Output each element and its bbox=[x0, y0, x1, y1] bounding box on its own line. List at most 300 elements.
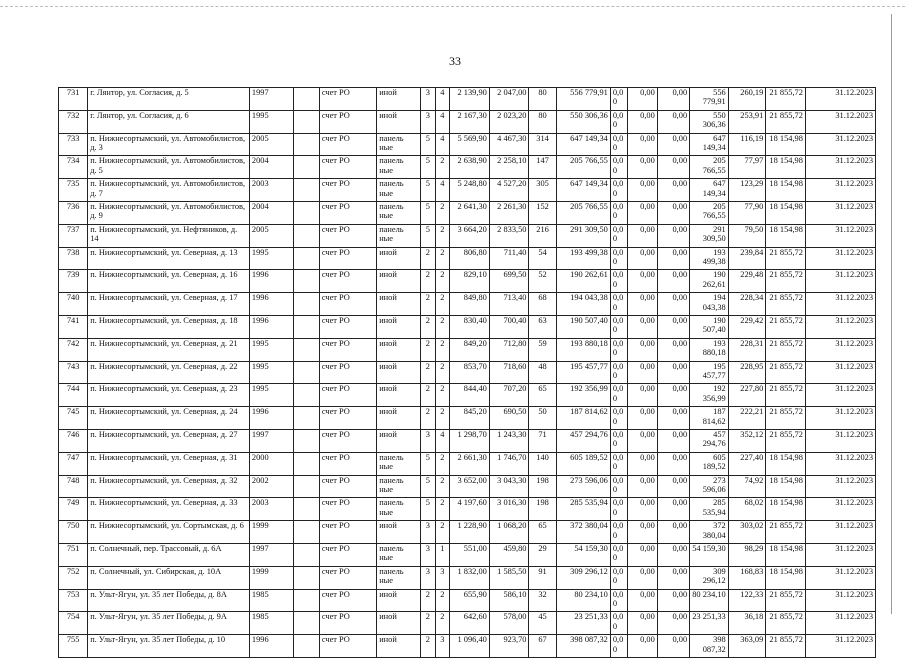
cell-unit-cost: 239,84 bbox=[728, 247, 766, 270]
cell-zero-b: 0,00 bbox=[627, 201, 657, 224]
cell-max-cost: 21 855,72 bbox=[766, 589, 806, 612]
cell-account-type: счет РО bbox=[319, 612, 376, 635]
cell-account-type: счет РО bbox=[319, 224, 376, 247]
cell-zero-b: 0,00 bbox=[627, 88, 657, 111]
cell-account-type: счет РО bbox=[319, 543, 376, 566]
cell-residents: 48 bbox=[529, 361, 556, 384]
table-row bbox=[59, 543, 876, 566]
cell-max-cost: 18 154,98 bbox=[766, 224, 806, 247]
cell-living-area: 3 016,30 bbox=[489, 498, 529, 521]
cell-floors: 5 bbox=[421, 224, 436, 247]
cell-zero-c: 0,00 bbox=[657, 521, 689, 544]
cell-deadline: 31.12.2023 bbox=[805, 612, 875, 635]
cell-floors: 2 bbox=[421, 407, 436, 430]
cell-total-cost: 193 499,38 bbox=[690, 247, 729, 270]
cell-residents: 45 bbox=[529, 612, 556, 635]
cell-zero-c: 0,00 bbox=[657, 384, 689, 407]
cell-total-cost: 187 814,62 bbox=[690, 407, 729, 430]
cell-max-cost: 21 855,72 bbox=[766, 88, 806, 111]
cell-zero-c: 0,00 bbox=[657, 407, 689, 430]
cell-unit-cost: 74,92 bbox=[728, 475, 766, 498]
cell-address: п. Ульт-Ягун, ул. 35 лет Победы, д. 8А bbox=[88, 589, 250, 612]
cell-entrances: 4 bbox=[435, 133, 450, 156]
cell-year: 1999 bbox=[249, 521, 293, 544]
cell-year: 1995 bbox=[249, 247, 293, 270]
cell-deadline: 31.12.2023 bbox=[805, 338, 875, 361]
table-row bbox=[59, 315, 876, 338]
cell-deadline: 31.12.2023 bbox=[805, 543, 875, 566]
cell-total-area: 830,40 bbox=[450, 315, 490, 338]
cell-year: 1996 bbox=[249, 315, 293, 338]
cell-zero-c: 0,00 bbox=[657, 133, 689, 156]
cell-year: 1996 bbox=[249, 270, 293, 293]
cell-zero-b: 0,00 bbox=[627, 247, 657, 270]
cell-address: п. Солнечный, пер. Трассовый, д. 6А bbox=[88, 543, 250, 566]
cell-deadline: 31.12.2023 bbox=[805, 475, 875, 498]
cell-address: г. Лянтор, ул. Согласия, д. 5 bbox=[88, 88, 250, 111]
cell-floors: 5 bbox=[421, 179, 436, 202]
table-row bbox=[59, 361, 876, 384]
cell-total-area: 1 228,90 bbox=[450, 521, 490, 544]
cell-total-cost: 647 149,34 bbox=[690, 179, 729, 202]
cell-total-area: 806,80 bbox=[450, 247, 490, 270]
cell-floors: 5 bbox=[421, 475, 436, 498]
cell-year: 2004 bbox=[249, 201, 293, 224]
cell-max-cost: 21 855,72 bbox=[766, 110, 806, 133]
table-row bbox=[59, 589, 876, 612]
cell-wall-material: панель ные bbox=[377, 475, 421, 498]
cell-wall-material: панель ные bbox=[377, 224, 421, 247]
cell-cost: 195 457,77 bbox=[556, 361, 610, 384]
cell-address: п. Нижнесортымский, ул. Автомобилистов, д. 5 bbox=[88, 156, 250, 179]
cell-living-area: 2 047,00 bbox=[489, 88, 529, 111]
cell-total-area: 1 096,40 bbox=[450, 635, 490, 658]
cell-wall-material: панель ные bbox=[377, 156, 421, 179]
cell-unit-cost: 229,48 bbox=[728, 270, 766, 293]
cell-total-area: 2 139,90 bbox=[450, 88, 490, 111]
cell-total-cost: 372 380,04 bbox=[690, 521, 729, 544]
cell-row-number: 733 bbox=[59, 133, 88, 156]
cell-zero-a: 0,0 0 bbox=[610, 521, 627, 544]
table-row bbox=[59, 88, 876, 111]
cell-wall-material: иной bbox=[377, 635, 421, 658]
cell-total-cost: 550 306,36 bbox=[690, 110, 729, 133]
cell-entrances: 2 bbox=[435, 498, 450, 521]
cell-entrances: 2 bbox=[435, 475, 450, 498]
cell-account-type: счет РО bbox=[319, 475, 376, 498]
cell-account-type: счет РО bbox=[319, 498, 376, 521]
cell-residents: 91 bbox=[529, 566, 556, 589]
cell-zero-a: 0,0 0 bbox=[610, 498, 627, 521]
cell-entrances: 4 bbox=[435, 110, 450, 133]
cell-zero-a: 0,0 0 bbox=[610, 361, 627, 384]
cell-zero-c: 0,00 bbox=[657, 88, 689, 111]
cell-total-cost: 205 766,55 bbox=[690, 156, 729, 179]
cell-max-cost: 21 855,72 bbox=[766, 247, 806, 270]
cell-zero-a: 0,0 0 bbox=[610, 384, 627, 407]
cell-zero-c: 0,00 bbox=[657, 612, 689, 635]
cell-zero-a: 0,0 0 bbox=[610, 475, 627, 498]
cell-empty bbox=[293, 133, 319, 156]
cell-residents: 50 bbox=[529, 407, 556, 430]
cell-total-cost: 194 043,38 bbox=[690, 293, 729, 316]
cell-residents: 216 bbox=[529, 224, 556, 247]
cell-deadline: 31.12.2023 bbox=[805, 133, 875, 156]
cell-living-area: 1 068,20 bbox=[489, 521, 529, 544]
cell-residents: 80 bbox=[529, 88, 556, 111]
cell-address: п. Солнечный, ул. Сибирская, д. 10А bbox=[88, 566, 250, 589]
cell-empty bbox=[293, 543, 319, 566]
cell-year: 1997 bbox=[249, 543, 293, 566]
cell-deadline: 31.12.2023 bbox=[805, 201, 875, 224]
cell-year: 1995 bbox=[249, 384, 293, 407]
cell-deadline: 31.12.2023 bbox=[805, 156, 875, 179]
cell-total-area: 2 661,30 bbox=[450, 452, 490, 475]
cell-empty bbox=[293, 589, 319, 612]
cell-zero-c: 0,00 bbox=[657, 566, 689, 589]
cell-account-type: счет РО bbox=[319, 110, 376, 133]
cell-row-number: 752 bbox=[59, 566, 88, 589]
cell-total-cost: 205 766,55 bbox=[690, 201, 729, 224]
cell-total-cost: 556 779,91 bbox=[690, 88, 729, 111]
cell-living-area: 2 023,20 bbox=[489, 110, 529, 133]
table-row bbox=[59, 521, 876, 544]
cell-floors: 5 bbox=[421, 133, 436, 156]
table-row bbox=[59, 201, 876, 224]
cell-row-number: 737 bbox=[59, 224, 88, 247]
cell-address: п. Нижнесортымский, ул. Северная, д. 31 bbox=[88, 452, 250, 475]
cell-entrances: 2 bbox=[435, 589, 450, 612]
table-row bbox=[59, 110, 876, 133]
cell-row-number: 755 bbox=[59, 635, 88, 658]
cell-living-area: 2 261,30 bbox=[489, 201, 529, 224]
cell-zero-b: 0,00 bbox=[627, 635, 657, 658]
cell-total-area: 551,00 bbox=[450, 543, 490, 566]
cell-row-number: 740 bbox=[59, 293, 88, 316]
cell-row-number: 744 bbox=[59, 384, 88, 407]
cell-zero-c: 0,00 bbox=[657, 110, 689, 133]
cell-zero-a: 0,0 0 bbox=[610, 407, 627, 430]
cell-zero-c: 0,00 bbox=[657, 224, 689, 247]
cell-zero-b: 0,00 bbox=[627, 270, 657, 293]
cell-row-number: 754 bbox=[59, 612, 88, 635]
cell-floors: 2 bbox=[421, 612, 436, 635]
cell-residents: 29 bbox=[529, 543, 556, 566]
cell-zero-b: 0,00 bbox=[627, 566, 657, 589]
cell-floors: 5 bbox=[421, 156, 436, 179]
page-number: 33 bbox=[449, 54, 461, 68]
cell-entrances: 4 bbox=[435, 429, 450, 452]
cell-address: п. Нижнесортымский, ул. Северная, д. 24 bbox=[88, 407, 250, 430]
cell-zero-b: 0,00 bbox=[627, 224, 657, 247]
cell-floors: 3 bbox=[421, 543, 436, 566]
cell-residents: 140 bbox=[529, 452, 556, 475]
cell-unit-cost: 79,50 bbox=[728, 224, 766, 247]
cell-zero-b: 0,00 bbox=[627, 384, 657, 407]
table-row bbox=[59, 384, 876, 407]
cell-living-area: 2 833,50 bbox=[489, 224, 529, 247]
cell-living-area: 923,70 bbox=[489, 635, 529, 658]
cell-total-area: 1 832,00 bbox=[450, 566, 490, 589]
cell-total-cost: 190 507,40 bbox=[690, 315, 729, 338]
cell-entrances: 2 bbox=[435, 384, 450, 407]
table-row bbox=[59, 156, 876, 179]
cell-year: 2005 bbox=[249, 133, 293, 156]
cell-wall-material: иной bbox=[377, 361, 421, 384]
cell-cost: 23 251,33 bbox=[556, 612, 610, 635]
cell-year: 1997 bbox=[249, 429, 293, 452]
scan-right-edge bbox=[891, 14, 892, 614]
cell-total-cost: 23 251,33 bbox=[690, 612, 729, 635]
cell-zero-a: 0,0 0 bbox=[610, 612, 627, 635]
cell-residents: 63 bbox=[529, 315, 556, 338]
cell-year: 2000 bbox=[249, 452, 293, 475]
cell-zero-c: 0,00 bbox=[657, 201, 689, 224]
cell-unit-cost: 229,42 bbox=[728, 315, 766, 338]
cell-zero-c: 0,00 bbox=[657, 293, 689, 316]
cell-entrances: 3 bbox=[435, 635, 450, 658]
cell-residents: 71 bbox=[529, 429, 556, 452]
cell-zero-b: 0,00 bbox=[627, 361, 657, 384]
cell-max-cost: 18 154,98 bbox=[766, 543, 806, 566]
cell-empty bbox=[293, 156, 319, 179]
cell-max-cost: 21 855,72 bbox=[766, 635, 806, 658]
cell-max-cost: 21 855,72 bbox=[766, 384, 806, 407]
cell-unit-cost: 122,33 bbox=[728, 589, 766, 612]
cell-year: 1996 bbox=[249, 293, 293, 316]
cell-zero-b: 0,00 bbox=[627, 521, 657, 544]
cell-deadline: 31.12.2023 bbox=[805, 407, 875, 430]
cell-max-cost: 18 154,98 bbox=[766, 475, 806, 498]
cell-living-area: 713,40 bbox=[489, 293, 529, 316]
cell-entrances: 2 bbox=[435, 224, 450, 247]
cell-entrances: 3 bbox=[435, 566, 450, 589]
cell-max-cost: 21 855,72 bbox=[766, 315, 806, 338]
cell-unit-cost: 253,91 bbox=[728, 110, 766, 133]
cell-wall-material: панель ные bbox=[377, 133, 421, 156]
cell-row-number: 736 bbox=[59, 201, 88, 224]
cell-total-area: 5 248,80 bbox=[450, 179, 490, 202]
cell-row-number: 750 bbox=[59, 521, 88, 544]
cell-floors: 2 bbox=[421, 635, 436, 658]
cell-max-cost: 21 855,72 bbox=[766, 407, 806, 430]
cell-wall-material: панель ные bbox=[377, 179, 421, 202]
cell-residents: 147 bbox=[529, 156, 556, 179]
cell-living-area: 699,50 bbox=[489, 270, 529, 293]
cell-cost: 205 766,55 bbox=[556, 201, 610, 224]
cell-year: 1996 bbox=[249, 407, 293, 430]
cell-zero-c: 0,00 bbox=[657, 156, 689, 179]
cell-total-area: 1 298,70 bbox=[450, 429, 490, 452]
cell-zero-b: 0,00 bbox=[627, 179, 657, 202]
table-row bbox=[59, 270, 876, 293]
cell-entrances: 2 bbox=[435, 338, 450, 361]
cell-total-area: 844,40 bbox=[450, 384, 490, 407]
cell-deadline: 31.12.2023 bbox=[805, 110, 875, 133]
cell-total-area: 2 638,90 bbox=[450, 156, 490, 179]
cell-year: 1995 bbox=[249, 338, 293, 361]
cell-total-cost: 605 189,52 bbox=[690, 452, 729, 475]
cell-entrances: 2 bbox=[435, 156, 450, 179]
cell-year: 2002 bbox=[249, 475, 293, 498]
cell-total-cost: 54 159,30 bbox=[690, 543, 729, 566]
cell-deadline: 31.12.2023 bbox=[805, 521, 875, 544]
cell-empty bbox=[293, 452, 319, 475]
register-table bbox=[58, 87, 876, 658]
cell-total-area: 829,10 bbox=[450, 270, 490, 293]
cell-cost: 193 880,18 bbox=[556, 338, 610, 361]
cell-wall-material: панель ные bbox=[377, 566, 421, 589]
cell-residents: 54 bbox=[529, 247, 556, 270]
cell-address: г. Лянтор, ул. Согласия, д. 6 bbox=[88, 110, 250, 133]
cell-floors: 2 bbox=[421, 315, 436, 338]
cell-row-number: 746 bbox=[59, 429, 88, 452]
cell-zero-a: 0,0 0 bbox=[610, 635, 627, 658]
cell-row-number: 748 bbox=[59, 475, 88, 498]
cell-empty bbox=[293, 498, 319, 521]
cell-floors: 2 bbox=[421, 247, 436, 270]
cell-year: 1995 bbox=[249, 361, 293, 384]
cell-address: п. Нижнесортымский, ул. Северная, д. 23 bbox=[88, 384, 250, 407]
cell-zero-b: 0,00 bbox=[627, 315, 657, 338]
cell-cost: 273 596,06 bbox=[556, 475, 610, 498]
cell-year: 2003 bbox=[249, 498, 293, 521]
cell-wall-material: иной bbox=[377, 589, 421, 612]
cell-cost: 193 499,38 bbox=[556, 247, 610, 270]
cell-address: п. Нижнесортымский, ул. Автомобилистов, д. 3 bbox=[88, 133, 250, 156]
cell-year: 1997 bbox=[249, 88, 293, 111]
cell-residents: 68 bbox=[529, 293, 556, 316]
cell-living-area: 711,40 bbox=[489, 247, 529, 270]
cell-total-area: 849,20 bbox=[450, 338, 490, 361]
cell-entrances: 2 bbox=[435, 293, 450, 316]
cell-deadline: 31.12.2023 bbox=[805, 179, 875, 202]
cell-account-type: счет РО bbox=[319, 384, 376, 407]
table-row bbox=[59, 133, 876, 156]
cell-unit-cost: 77,90 bbox=[728, 201, 766, 224]
cell-empty bbox=[293, 201, 319, 224]
cell-year: 2004 bbox=[249, 156, 293, 179]
register-table-container bbox=[58, 87, 876, 658]
cell-zero-c: 0,00 bbox=[657, 270, 689, 293]
cell-max-cost: 21 855,72 bbox=[766, 338, 806, 361]
cell-floors: 2 bbox=[421, 338, 436, 361]
cell-empty bbox=[293, 475, 319, 498]
cell-address: п. Нижнесортымский, ул. Северная, д. 27 bbox=[88, 429, 250, 452]
cell-row-number: 735 bbox=[59, 179, 88, 202]
cell-floors: 3 bbox=[421, 521, 436, 544]
cell-floors: 5 bbox=[421, 452, 436, 475]
cell-zero-a: 0,0 0 bbox=[610, 270, 627, 293]
cell-account-type: счет РО bbox=[319, 589, 376, 612]
cell-wall-material: иной bbox=[377, 247, 421, 270]
cell-row-number: 751 bbox=[59, 543, 88, 566]
cell-entrances: 2 bbox=[435, 452, 450, 475]
cell-address: п. Нижнесортымский, ул. Северная, д. 32 bbox=[88, 475, 250, 498]
cell-wall-material: иной bbox=[377, 110, 421, 133]
cell-living-area: 700,40 bbox=[489, 315, 529, 338]
cell-deadline: 31.12.2023 bbox=[805, 429, 875, 452]
cell-year: 1996 bbox=[249, 635, 293, 658]
cell-cost: 190 507,40 bbox=[556, 315, 610, 338]
cell-max-cost: 18 154,98 bbox=[766, 133, 806, 156]
cell-unit-cost: 168,83 bbox=[728, 566, 766, 589]
cell-zero-c: 0,00 bbox=[657, 543, 689, 566]
cell-zero-b: 0,00 bbox=[627, 475, 657, 498]
cell-residents: 314 bbox=[529, 133, 556, 156]
cell-row-number: 738 bbox=[59, 247, 88, 270]
cell-floors: 2 bbox=[421, 589, 436, 612]
cell-zero-c: 0,00 bbox=[657, 475, 689, 498]
cell-cost: 647 149,34 bbox=[556, 133, 610, 156]
cell-unit-cost: 36,18 bbox=[728, 612, 766, 635]
cell-unit-cost: 227,80 bbox=[728, 384, 766, 407]
cell-zero-c: 0,00 bbox=[657, 429, 689, 452]
cell-zero-a: 0,0 0 bbox=[610, 293, 627, 316]
cell-account-type: счет РО bbox=[319, 315, 376, 338]
table-row bbox=[59, 612, 876, 635]
cell-account-type: счет РО bbox=[319, 338, 376, 361]
cell-unit-cost: 77,97 bbox=[728, 156, 766, 179]
cell-deadline: 31.12.2023 bbox=[805, 589, 875, 612]
cell-account-type: счет РО bbox=[319, 156, 376, 179]
cell-residents: 65 bbox=[529, 521, 556, 544]
cell-floors: 3 bbox=[421, 429, 436, 452]
cell-unit-cost: 116,19 bbox=[728, 133, 766, 156]
cell-living-area: 1 243,30 bbox=[489, 429, 529, 452]
cell-empty bbox=[293, 315, 319, 338]
cell-address: п. Ульт-Ягун, ул. 35 лет Победы, д. 9А bbox=[88, 612, 250, 635]
cell-wall-material: иной bbox=[377, 270, 421, 293]
cell-max-cost: 21 855,72 bbox=[766, 293, 806, 316]
cell-cost: 398 087,32 bbox=[556, 635, 610, 658]
cell-empty bbox=[293, 293, 319, 316]
cell-cost: 190 262,61 bbox=[556, 270, 610, 293]
cell-unit-cost: 260,19 bbox=[728, 88, 766, 111]
cell-row-number: 734 bbox=[59, 156, 88, 179]
cell-empty bbox=[293, 361, 319, 384]
cell-total-cost: 192 356,99 bbox=[690, 384, 729, 407]
cell-cost: 194 043,38 bbox=[556, 293, 610, 316]
cell-zero-c: 0,00 bbox=[657, 589, 689, 612]
cell-cost: 309 296,12 bbox=[556, 566, 610, 589]
cell-total-cost: 647 149,34 bbox=[690, 133, 729, 156]
cell-account-type: счет РО bbox=[319, 270, 376, 293]
table-row bbox=[59, 566, 876, 589]
cell-entrances: 2 bbox=[435, 361, 450, 384]
cell-deadline: 31.12.2023 bbox=[805, 224, 875, 247]
cell-zero-c: 0,00 bbox=[657, 338, 689, 361]
cell-entrances: 2 bbox=[435, 270, 450, 293]
cell-zero-c: 0,00 bbox=[657, 247, 689, 270]
cell-account-type: счет РО bbox=[319, 293, 376, 316]
cell-address: п. Ульт-Ягун, ул. 35 лет Победы, д. 10 bbox=[88, 635, 250, 658]
cell-zero-b: 0,00 bbox=[627, 543, 657, 566]
cell-total-cost: 193 880,18 bbox=[690, 338, 729, 361]
cell-deadline: 31.12.2023 bbox=[805, 498, 875, 521]
cell-empty bbox=[293, 247, 319, 270]
cell-residents: 59 bbox=[529, 338, 556, 361]
cell-account-type: счет РО bbox=[319, 452, 376, 475]
cell-floors: 2 bbox=[421, 384, 436, 407]
cell-cost: 556 779,91 bbox=[556, 88, 610, 111]
cell-zero-a: 0,0 0 bbox=[610, 247, 627, 270]
cell-wall-material: панель ные bbox=[377, 543, 421, 566]
table-row bbox=[59, 452, 876, 475]
cell-total-area: 2 167,30 bbox=[450, 110, 490, 133]
cell-living-area: 3 043,30 bbox=[489, 475, 529, 498]
cell-entrances: 2 bbox=[435, 612, 450, 635]
